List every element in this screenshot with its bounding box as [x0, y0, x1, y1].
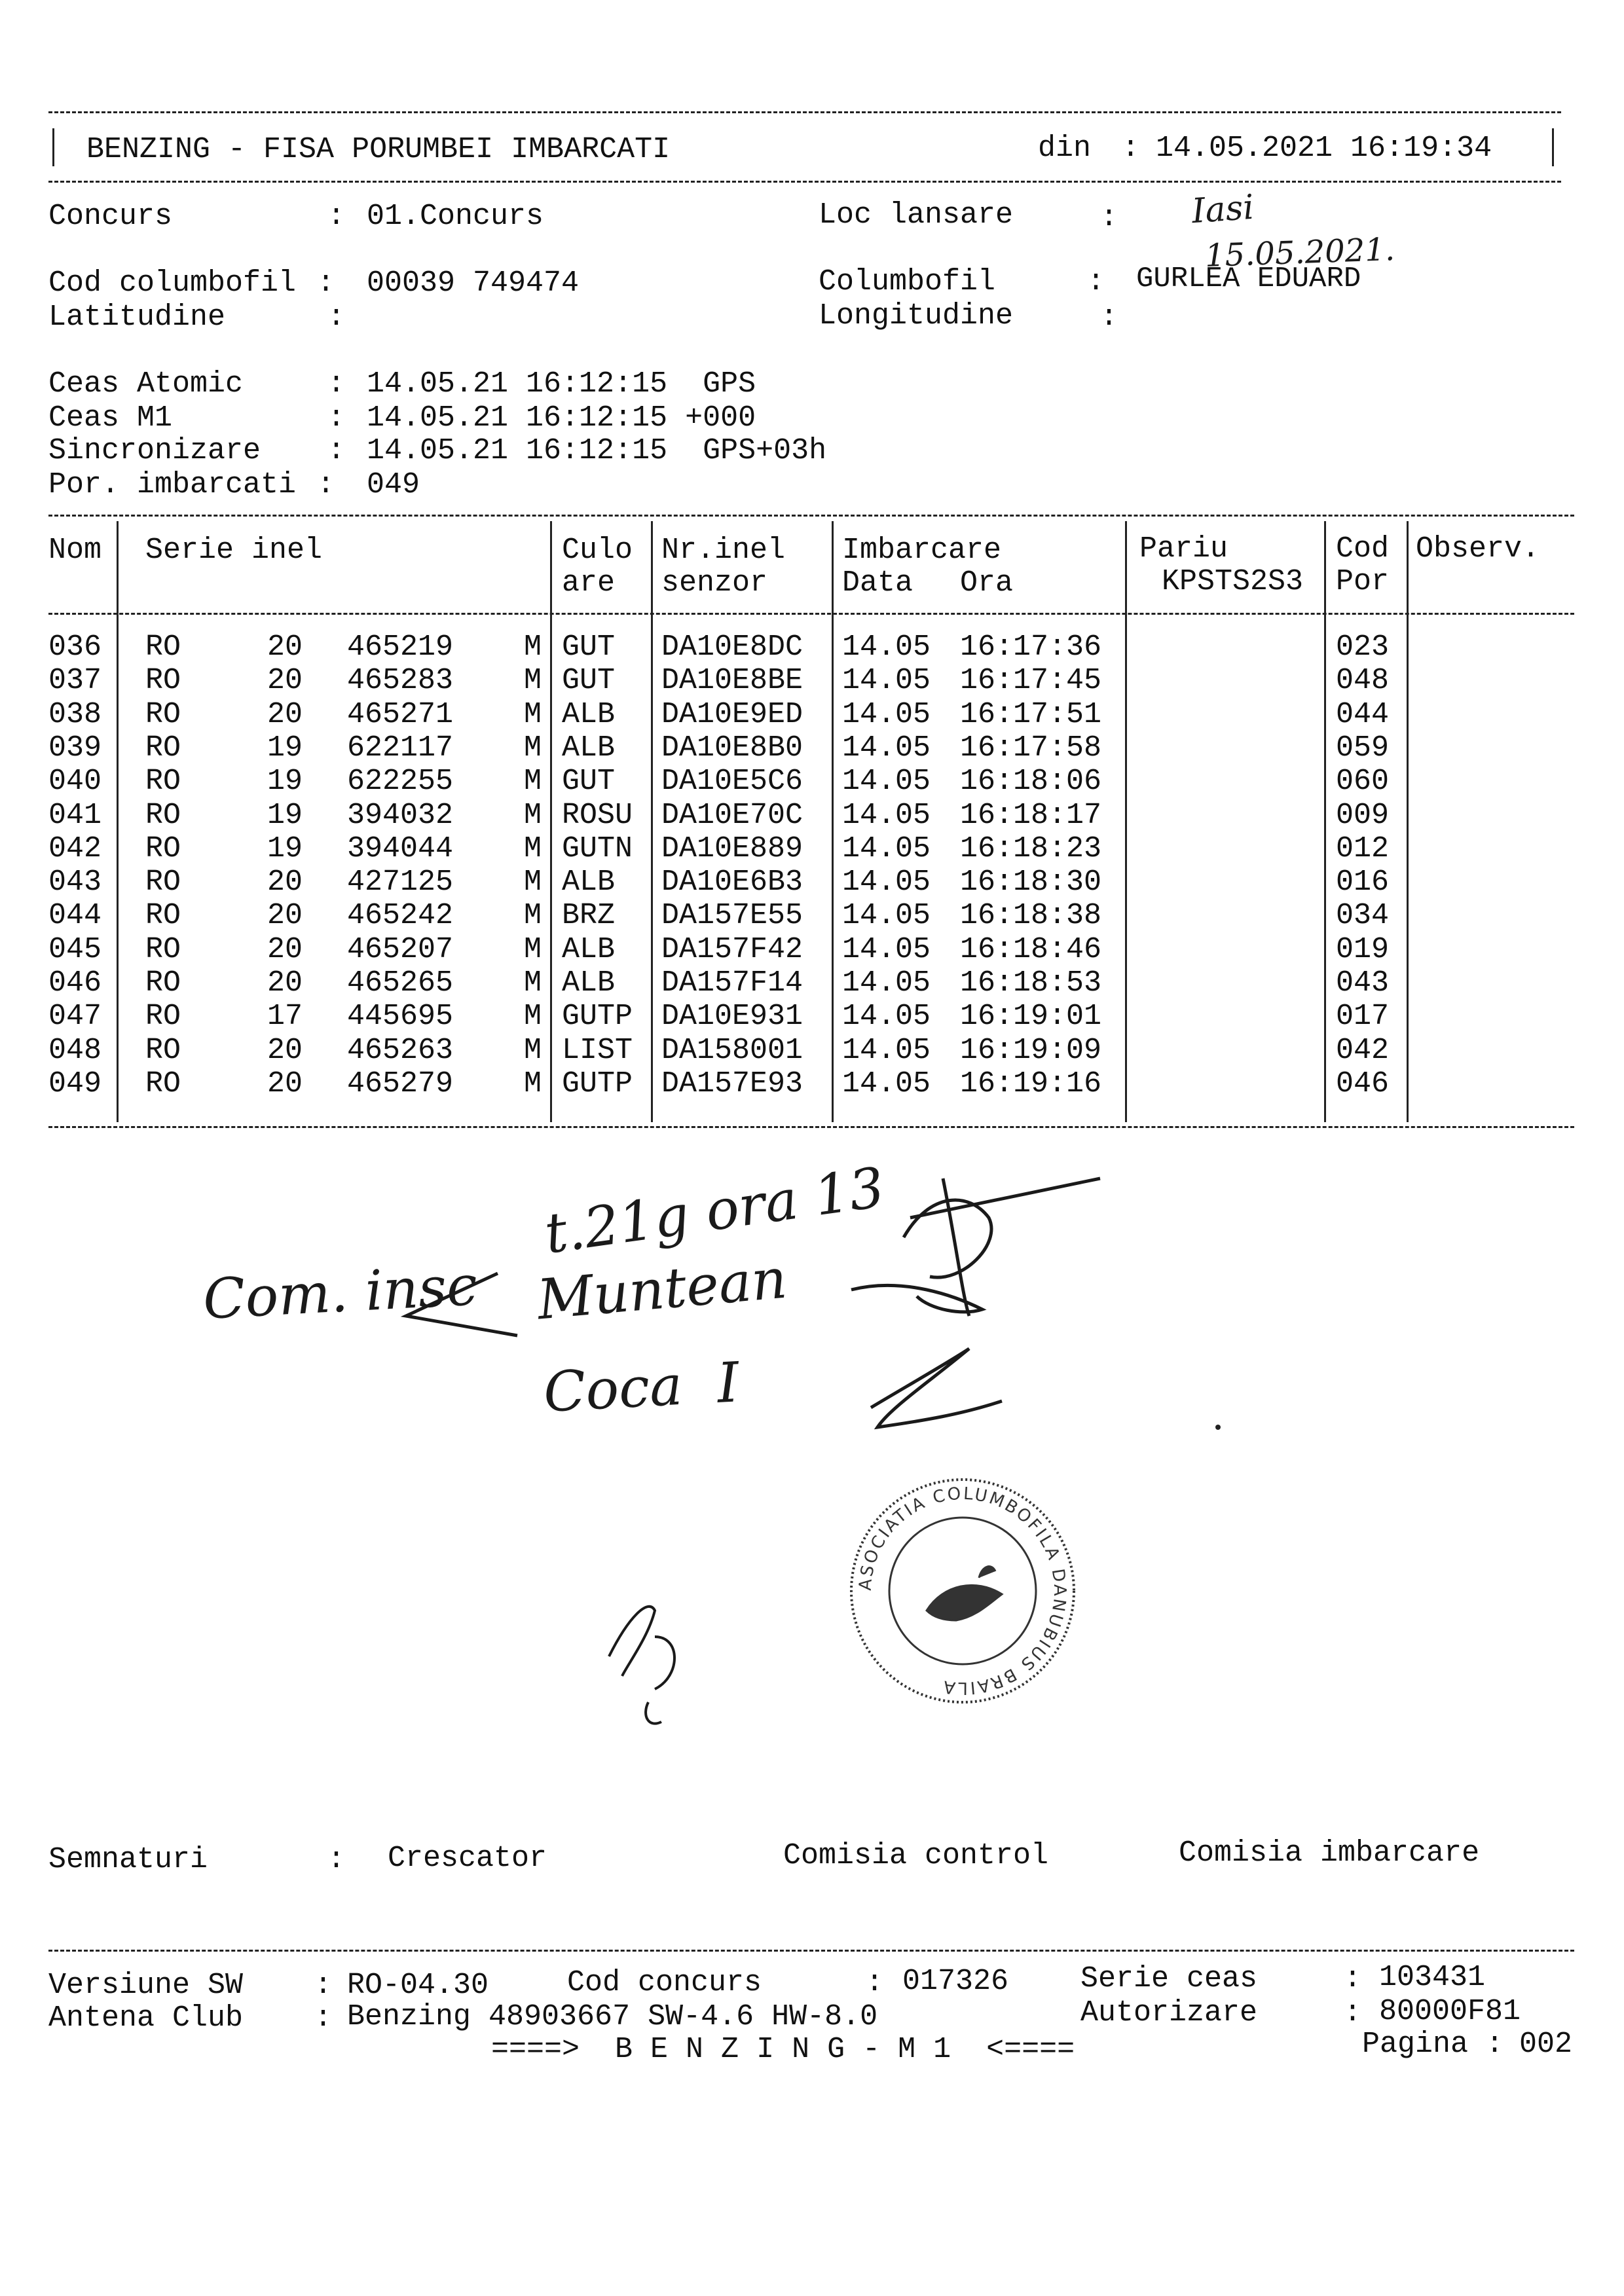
col-sep-senzor: [832, 521, 834, 1122]
signatures-label: Semnaturi: [48, 1843, 208, 1876]
row-time: 16:18:46: [960, 933, 1102, 966]
signature-comisia-imbarcare: Comisia imbarcare: [1179, 1836, 1480, 1870]
row-sex: M: [524, 1000, 542, 1033]
row-year: 20: [267, 933, 303, 966]
col-sep-cod: [1407, 521, 1409, 1122]
row-date: 14.05: [842, 731, 931, 765]
row-ring-number: 427125: [347, 866, 454, 899]
row-country: RO: [145, 899, 181, 932]
row-cod-por: 034: [1336, 899, 1390, 932]
row-sensor: DA10E6B3: [661, 866, 803, 899]
header-left-bar: [52, 128, 54, 166]
footer-banner: ====> B E N Z I N G - M 1 <====: [491, 2033, 1075, 2066]
row-color: ALB: [562, 698, 616, 731]
row-color: GUT: [562, 630, 616, 664]
row-year: 17: [267, 1000, 303, 1033]
row-year: 20: [267, 630, 303, 664]
row-nom: 037: [48, 664, 102, 697]
row-country: RO: [145, 765, 181, 798]
row-date: 14.05: [842, 866, 931, 899]
row-date: 14.05: [842, 1000, 931, 1033]
page-title: BENZING - FISA PORUMBEI IMBARCATI: [86, 133, 671, 166]
row-date: 14.05: [842, 630, 931, 664]
row-sex: M: [524, 966, 542, 1000]
cod-concurs-value: 017326: [902, 1965, 1009, 1998]
serie-ceas-label: Serie ceas: [1080, 1962, 1258, 1995]
row-nom: 039: [48, 731, 102, 765]
row-sex: M: [524, 731, 542, 765]
col-header-cod: Cod: [1336, 532, 1390, 566]
col-header-nom: Nom: [48, 534, 102, 567]
row-color: LIST: [562, 1034, 633, 1067]
row-sex: M: [524, 630, 542, 664]
longitudine-label: Longitudine: [819, 299, 1014, 333]
ceas-m1-value: 14.05.21 16:12:15 +000: [367, 401, 756, 435]
col-sep-serie: [550, 521, 552, 1122]
col-header-por: Por: [1336, 565, 1390, 598]
col-header-serie-inel: Serie inel: [145, 534, 323, 567]
row-country: RO: [145, 1034, 181, 1067]
col-sep-pariu: [1324, 521, 1326, 1122]
cod-columbofil-value: 00039 749474: [367, 266, 580, 300]
row-cod-por: 016: [1336, 866, 1390, 899]
footer-rule: [48, 1950, 1574, 1952]
stamp-text: ASOCIATIA COLUMBOFILA DANUBIUS BRAILA: [855, 1484, 1070, 1698]
row-time: 16:18:17: [960, 799, 1102, 832]
row-country: RO: [145, 698, 181, 731]
por-imbarcati-colon: :: [317, 468, 335, 501]
row-year: 19: [267, 832, 303, 866]
row-cod-por: 060: [1336, 765, 1390, 798]
row-sensor: DA10E8B0: [661, 731, 803, 765]
row-country: RO: [145, 1067, 181, 1101]
row-nom: 049: [48, 1067, 102, 1101]
col-sep-imbarcare: [1125, 521, 1127, 1122]
row-time: 16:19:09: [960, 1034, 1102, 1067]
row-time: 16:19:16: [960, 1067, 1102, 1101]
row-date: 14.05: [842, 899, 931, 932]
row-sex: M: [524, 866, 542, 899]
row-country: RO: [145, 731, 181, 765]
row-sensor: DA157E55: [661, 899, 803, 932]
versiune-colon: :: [314, 1969, 333, 2002]
row-time: 16:18:30: [960, 866, 1102, 899]
row-country: RO: [145, 933, 181, 966]
concurs-colon: :: [327, 200, 346, 233]
pigeon-icon: [927, 1567, 1002, 1620]
row-ring-number: 465279: [347, 1067, 454, 1101]
row-time: 16:18:06: [960, 765, 1102, 798]
row-date: 14.05: [842, 832, 931, 866]
col-header-data: Data: [842, 566, 913, 600]
row-year: 20: [267, 866, 303, 899]
row-color: GUTP: [562, 1067, 633, 1101]
col-header-senzor: senzor: [661, 566, 768, 600]
row-cod-por: 012: [1336, 832, 1390, 866]
row-sex: M: [524, 899, 542, 932]
row-ring-number: 622117: [347, 731, 454, 765]
row-color: GUT: [562, 664, 616, 697]
serie-ceas-value: 103431: [1379, 1961, 1486, 1994]
row-sensor: DA10E5C6: [661, 765, 803, 798]
concurs-label: Concurs: [48, 200, 173, 233]
row-sensor: DA10E70C: [661, 799, 803, 832]
row-year: 19: [267, 799, 303, 832]
row-nom: 046: [48, 966, 102, 1000]
row-sensor: DA10E931: [661, 1000, 803, 1033]
loc-lansare-colon: :: [1100, 201, 1118, 234]
row-time: 16:17:58: [960, 731, 1102, 765]
longitudine-colon: :: [1100, 301, 1118, 334]
versiune-value: RO-04.30: [347, 1969, 489, 2002]
row-ring-number: 394032: [347, 799, 454, 832]
row-year: 19: [267, 765, 303, 798]
row-nom: 038: [48, 698, 102, 731]
row-sensor: DA157E93: [661, 1067, 803, 1101]
row-cod-por: 048: [1336, 664, 1390, 697]
signature-zigzag: [871, 1349, 1002, 1427]
cod-concurs-label: Cod concurs: [567, 1966, 762, 1999]
serie-ceas-colon: :: [1344, 1962, 1362, 1995]
col-header-ora: Ora: [960, 566, 1014, 600]
row-sensor: DA157F14: [661, 966, 803, 1000]
row-ring-number: 394044: [347, 832, 454, 866]
versiune-label: Versiune SW: [48, 1969, 244, 2002]
row-nom: 036: [48, 630, 102, 664]
row-color: BRZ: [562, 899, 616, 932]
row-cod-por: 017: [1336, 1000, 1390, 1033]
signature-crescator: Crescator: [388, 1842, 547, 1875]
signatures-colon: :: [327, 1843, 346, 1876]
row-nom: 047: [48, 1000, 102, 1033]
row-nom: 042: [48, 832, 102, 866]
row-cod-por: 046: [1336, 1067, 1390, 1101]
row-time: 16:18:38: [960, 899, 1102, 932]
row-ring-number: 622255: [347, 765, 454, 798]
row-country: RO: [145, 799, 181, 832]
table-bottom-rule: [48, 1126, 1574, 1128]
row-year: 20: [267, 1034, 303, 1067]
ceas-m1-label: Ceas M1: [48, 401, 173, 435]
row-sex: M: [524, 1034, 542, 1067]
row-nom: 041: [48, 799, 102, 832]
row-year: 20: [267, 966, 303, 1000]
row-color: ALB: [562, 866, 616, 899]
ceas-atomic-label: Ceas Atomic: [48, 367, 244, 401]
row-ring-number: 445695: [347, 1000, 454, 1033]
loc-lansare-handwritten: Iasi: [1190, 187, 1255, 232]
row-color: ALB: [562, 731, 616, 765]
row-color: GUTN: [562, 832, 633, 866]
row-time: 16:18:23: [960, 832, 1102, 866]
autorizare-colon: :: [1344, 1996, 1362, 2030]
row-country: RO: [145, 966, 181, 1000]
col-sep-nom: [117, 521, 119, 1122]
row-year: 20: [267, 698, 303, 731]
table-top-rule: [48, 515, 1574, 517]
col-header-nr-inel: Nr.inel: [661, 534, 786, 567]
col-header-pariu: Pariu: [1139, 532, 1228, 566]
antena-label: Antena Club: [48, 2001, 244, 2035]
autorizare-label: Autorizare: [1080, 1996, 1258, 2030]
loc-lansare-date-handwritten: 15.05.2021.: [1204, 230, 1395, 275]
row-time: 16:17:51: [960, 698, 1102, 731]
row-cod-por: 059: [1336, 731, 1390, 765]
antena-colon: :: [314, 2001, 333, 2035]
columbofil-colon: :: [1087, 265, 1105, 299]
row-ring-number: 465271: [347, 698, 454, 731]
row-color: ALB: [562, 966, 616, 1000]
signature-small: [609, 1607, 674, 1724]
row-time: 16:19:01: [960, 1000, 1102, 1033]
header-date-colon: :: [1122, 132, 1140, 165]
header-right-bar: [1552, 128, 1554, 166]
row-cod-por: 042: [1336, 1034, 1390, 1067]
row-color: ROSU: [562, 799, 633, 832]
row-color: ALB: [562, 933, 616, 966]
row-cod-por: 043: [1336, 966, 1390, 1000]
row-date: 14.05: [842, 933, 931, 966]
por-imbarcati-value: 049: [367, 468, 420, 501]
row-sex: M: [524, 664, 542, 697]
pagina-value: 002: [1519, 2028, 1573, 2061]
cod-columbofil-colon: :: [317, 266, 335, 300]
row-sex: M: [524, 933, 542, 966]
row-time: 16:18:53: [960, 966, 1102, 1000]
row-time: 16:17:45: [960, 664, 1102, 697]
row-ring-number: 465219: [347, 630, 454, 664]
col-sep-culo: [651, 521, 653, 1122]
row-color: GUTP: [562, 1000, 633, 1033]
row-year: 20: [267, 899, 303, 932]
row-year: 19: [267, 731, 303, 765]
col-header-observ: Observ.: [1416, 532, 1540, 566]
table-header-rule: [48, 613, 1574, 615]
row-date: 14.05: [842, 799, 931, 832]
row-date: 14.05: [842, 1034, 931, 1067]
row-ring-number: 465263: [347, 1034, 454, 1067]
col-header-imbarcare: Imbarcare: [842, 534, 1002, 567]
row-sensor: DA157F42: [661, 933, 803, 966]
loc-lansare-label: Loc lansare: [819, 198, 1014, 232]
row-date: 14.05: [842, 664, 931, 697]
antena-value: Benzing 48903667 SW-4.6 HW-8.0: [347, 2000, 878, 2033]
latitudine-label: Latitudine: [48, 301, 226, 334]
row-sensor: DA158001: [661, 1034, 803, 1067]
columbofil-value: GURLEA EDUARD: [1136, 263, 1361, 295]
row-sensor: DA10E8BE: [661, 664, 803, 697]
row-nom: 043: [48, 866, 102, 899]
row-date: 14.05: [842, 765, 931, 798]
row-country: RO: [145, 866, 181, 899]
ceas-m1-colon: :: [327, 401, 346, 435]
row-sex: M: [524, 832, 542, 866]
cod-concurs-colon: :: [866, 1966, 884, 1999]
row-ring-number: 465207: [347, 933, 454, 966]
row-ring-number: 465265: [347, 966, 454, 1000]
signature-commission-mid: [851, 1285, 982, 1312]
header-date-label: din: [1038, 132, 1092, 165]
row-date: 14.05: [842, 698, 931, 731]
row-year: 20: [267, 664, 303, 697]
signature-commission-top: [904, 1178, 1100, 1316]
row-country: RO: [145, 630, 181, 664]
latitudine-colon: :: [327, 301, 346, 334]
row-country: RO: [145, 832, 181, 866]
row-nom: 044: [48, 899, 102, 932]
row-cod-por: 019: [1336, 933, 1390, 966]
row-sensor: DA10E9ED: [661, 698, 803, 731]
columbofil-label: Columbofil: [819, 265, 996, 299]
association-stamp: [845, 1473, 1080, 1709]
row-nom: 045: [48, 933, 102, 966]
ceas-atomic-colon: :: [327, 367, 346, 401]
handwritten-line-3: Coca I: [542, 1350, 741, 1425]
col-header-are: are: [562, 566, 616, 600]
row-date: 14.05: [842, 966, 931, 1000]
ceas-atomic-value: 14.05.21 16:12:15 GPS: [367, 367, 756, 401]
row-cod-por: 044: [1336, 698, 1390, 731]
row-year: 20: [267, 1067, 303, 1101]
handwritten-line-1: t.21g ora 13: [540, 1155, 889, 1266]
row-ring-number: 465242: [347, 899, 454, 932]
cod-columbofil-label: Cod columbofil: [48, 266, 297, 300]
pagina-label: Pagina :: [1362, 2028, 1504, 2061]
row-cod-por: 023: [1336, 630, 1390, 664]
row-color: GUT: [562, 765, 616, 798]
row-country: RO: [145, 1000, 181, 1033]
row-country: RO: [145, 664, 181, 697]
header-top-rule: [48, 111, 1561, 113]
sincronizare-label: Sincronizare: [48, 434, 261, 467]
por-imbarcati-label: Por. imbarcati: [48, 468, 297, 501]
handwritten-line-2-right: Muntean: [534, 1246, 790, 1332]
row-date: 14.05: [842, 1067, 931, 1101]
row-sensor: DA10E8DC: [661, 630, 803, 664]
row-cod-por: 009: [1336, 799, 1390, 832]
header-bottom-rule: [48, 181, 1561, 183]
row-sex: M: [524, 1067, 542, 1101]
row-sex: M: [524, 698, 542, 731]
row-sex: M: [524, 765, 542, 798]
row-ring-number: 465283: [347, 664, 454, 697]
col-header-kpsts: KPSTS2S3: [1162, 565, 1304, 598]
row-nom: 048: [48, 1034, 102, 1067]
autorizare-value: 80000F81: [1379, 1995, 1521, 2028]
row-time: 16:17:36: [960, 630, 1102, 664]
sincronizare-value: 14.05.21 16:12:15 GPS+03h: [367, 434, 827, 467]
header-date-value: 14.05.2021 16:19:34: [1156, 132, 1492, 165]
row-sex: M: [524, 799, 542, 832]
col-header-culo: Culo: [562, 534, 633, 567]
row-nom: 040: [48, 765, 102, 798]
concurs-value: 01.Concurs: [367, 200, 544, 233]
handwritten-line-2-left: Com. insc: [201, 1253, 479, 1332]
signature-comisia-control: Comisia control: [783, 1839, 1049, 1872]
sincronizare-colon: :: [327, 434, 346, 467]
row-sensor: DA10E889: [661, 832, 803, 866]
